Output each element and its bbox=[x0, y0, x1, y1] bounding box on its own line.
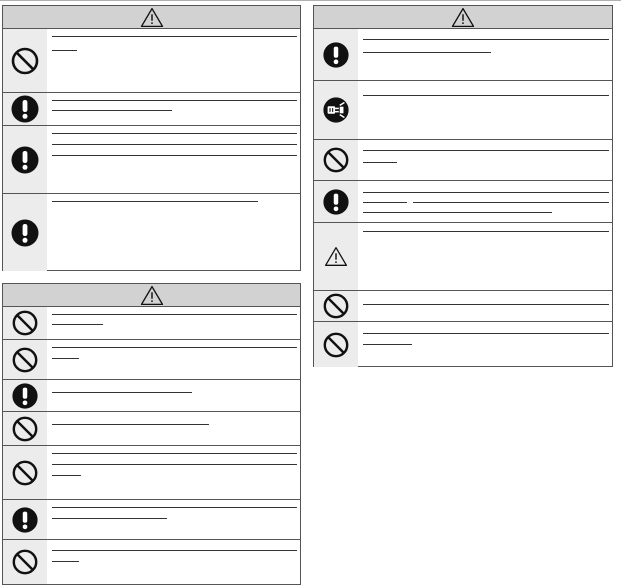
text-block bbox=[47, 446, 300, 499]
prohibition-icon bbox=[322, 292, 350, 320]
list-item bbox=[3, 446, 300, 500]
text-block bbox=[47, 126, 300, 193]
text-block bbox=[358, 223, 612, 290]
unplug-power-icon bbox=[322, 96, 350, 124]
text-block bbox=[358, 181, 612, 222]
caution-triangle-icon bbox=[324, 246, 348, 267]
text-block bbox=[47, 500, 300, 539]
mandatory-action-icon bbox=[322, 41, 350, 69]
warning-panel bbox=[2, 5, 301, 271]
text-block bbox=[47, 194, 300, 271]
prohibition-icon bbox=[11, 346, 39, 374]
caution-panel bbox=[2, 283, 301, 585]
mandatory-action-icon bbox=[322, 188, 350, 216]
list-item bbox=[3, 194, 300, 271]
list-item bbox=[314, 181, 612, 223]
warning-triangle-icon bbox=[450, 7, 476, 28]
list-item bbox=[3, 380, 300, 412]
mandatory-action-icon bbox=[10, 94, 40, 124]
list-item bbox=[3, 340, 300, 380]
top-rule bbox=[0, 0, 621, 1]
prohibition-icon bbox=[11, 309, 39, 337]
text-block bbox=[47, 340, 300, 379]
list-item bbox=[314, 291, 612, 322]
list-item bbox=[3, 307, 300, 340]
mandatory-action-icon bbox=[10, 218, 40, 248]
list-item bbox=[3, 29, 300, 93]
text-block bbox=[358, 291, 612, 321]
list-item bbox=[3, 412, 300, 446]
prohibition-icon bbox=[322, 331, 350, 359]
warning-triangle-icon bbox=[139, 285, 165, 306]
list-item bbox=[3, 93, 300, 126]
text-block bbox=[358, 322, 612, 367]
list-item bbox=[314, 81, 612, 140]
warning-panel-right bbox=[313, 5, 613, 367]
text-block bbox=[47, 29, 300, 92]
mandatory-action-icon bbox=[11, 382, 39, 410]
prohibition-icon bbox=[10, 46, 40, 76]
panel-header bbox=[314, 6, 612, 29]
text-block bbox=[47, 412, 300, 445]
text-block bbox=[47, 540, 300, 584]
mandatory-action-icon bbox=[10, 145, 40, 175]
panel-header bbox=[3, 284, 300, 307]
warning-triangle-icon bbox=[139, 7, 165, 28]
prohibition-icon bbox=[11, 459, 39, 487]
text-block bbox=[358, 140, 612, 180]
prohibition-icon bbox=[11, 548, 39, 576]
mandatory-action-icon bbox=[11, 506, 39, 534]
text-block bbox=[358, 29, 612, 80]
panel-header bbox=[3, 6, 300, 29]
text-block bbox=[47, 93, 300, 125]
list-item bbox=[3, 500, 300, 540]
list-item bbox=[314, 140, 612, 181]
list-item bbox=[314, 322, 612, 367]
list-item bbox=[3, 126, 300, 194]
prohibition-icon bbox=[11, 415, 39, 443]
text-block bbox=[47, 380, 300, 411]
prohibition-icon bbox=[322, 146, 350, 174]
text-block bbox=[358, 81, 612, 139]
text-block bbox=[47, 307, 300, 339]
list-item bbox=[314, 29, 612, 81]
list-item bbox=[3, 540, 300, 584]
list-item bbox=[314, 223, 612, 291]
